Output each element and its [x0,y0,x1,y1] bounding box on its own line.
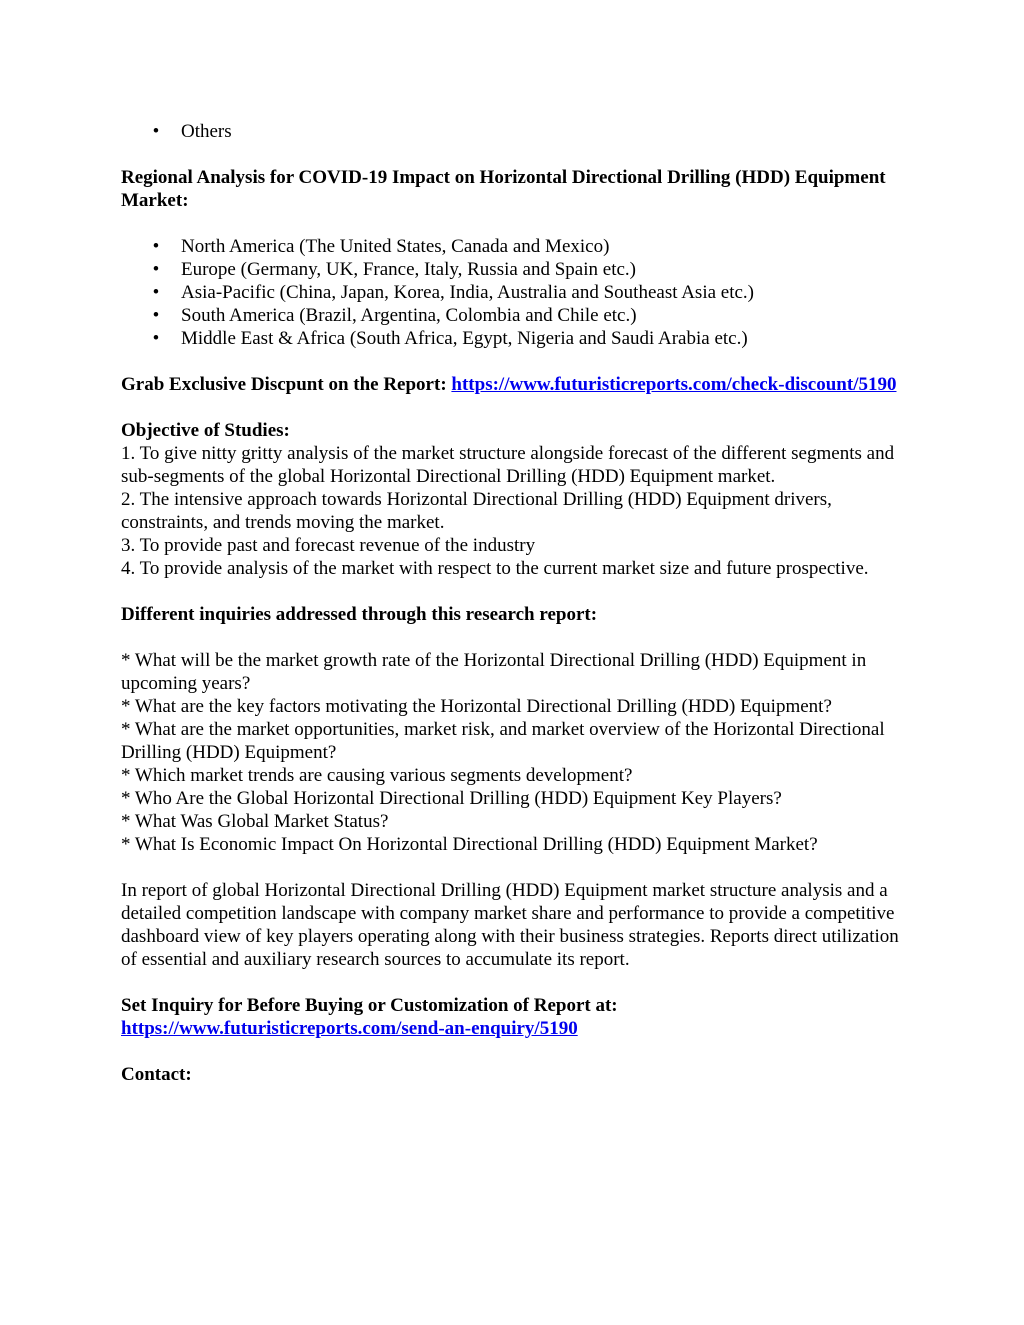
bullet-icon: • [152,282,160,303]
discount-paragraph [121,373,901,396]
inquiry-item: * Who Are the Global Horizontal Directional Drilling (HDD) Equipment Key Players? [121,788,782,809]
list-item [121,120,901,143]
list-item [121,304,901,327]
list-item-text: North America (The United States, Canada and Mexico) [181,236,610,257]
list-item [121,258,901,281]
enquiry-link[interactable]: https://www.futuristicreports.com/send-an-enquiry/5190 [121,1018,578,1039]
list-item-text: Middle East & Africa (South Africa, Egypt, Nigeria and Saudi Arabia etc.) [181,328,748,349]
bullet-icon: • [152,121,160,142]
objective-item: 3. To provide past and forecast revenue of the industry [121,535,536,556]
inquiry-item: * Which market trends are causing various segments development? [121,765,633,786]
inquiry-item: * What are the key factors motivating the Horizontal Directional Drilling (HDD) Equipment? [121,696,832,717]
bullet-icon: • [152,259,160,280]
discount-link[interactable]: https://www.futuristicreports.com/check-discount/5190 [451,374,897,395]
list-item [121,235,901,258]
bullet-icon: • [152,328,160,349]
bullet-icon: • [152,305,160,326]
inquiry-item: * What are the market opportunities, market risk, and market overview of the Horizontal Directional Drilling (HDD) Equipment? [121,719,885,763]
list-item-text: South America (Brazil, Argentina, Colombia and Chile etc.) [181,305,637,326]
document-page [121,120,901,1086]
inquiry-item: * What Was Global Market Status? [121,811,389,832]
bullet-icon: • [152,236,160,257]
objective-item: 2. The intensive approach towards Horizontal Directional Drilling (HDD) Equipment drivers, constraints, and trends moving the market. [121,489,832,533]
top-bullet-list [121,120,901,143]
list-item-text: Europe (Germany, UK, France, Italy, Russia and Spain etc.) [181,259,636,280]
list-item-text: Asia-Pacific (China, Japan, Korea, India, Australia and Southeast Asia etc.) [181,282,754,303]
objective-item: 4. To provide analysis of the market with respect to the current market size and future prospective. [121,558,869,579]
inquiry-item: * What Is Economic Impact On Horizontal Directional Drilling (HDD) Equipment Market? [121,834,818,855]
regional-heading: Regional Analysis for COVID-19 Impact on Horizontal Directional Drilling (HDD) Equipment Market: [121,167,886,211]
list-item [121,327,901,350]
discount-label: Grab Exclusive Discpunt on the Report: [121,374,452,395]
list-item [121,281,901,304]
inquiry-item: * What will be the market growth rate of the Horizontal Directional Drilling (HDD) Equipment in upcoming years? [121,650,867,694]
summary-paragraph: In report of global Horizontal Directional Drilling (HDD) Equipment market structure analysis and a detailed competition landscape with company market share and performance to provide a competitive dashboard view of key players operating along with their business strategies. Reports direct utilization of essential and auxiliary research sources to accumulate its report. [121,880,899,970]
regional-list [121,235,901,350]
enquiry-label: Set Inquiry for Before Buying or Customization of Report at: [121,995,618,1016]
objectives-heading: Objective of Studies: [121,420,290,441]
list-item-text: Others [181,121,232,142]
inquiries-heading: Different inquiries addressed through this research report: [121,604,598,625]
contact-heading: Contact: [121,1064,192,1085]
objective-item: 1. To give nitty gritty analysis of the market structure alongside forecast of the different segments and sub-segments of the global Horizontal Directional Drilling (HDD) Equipment market. [121,443,895,487]
